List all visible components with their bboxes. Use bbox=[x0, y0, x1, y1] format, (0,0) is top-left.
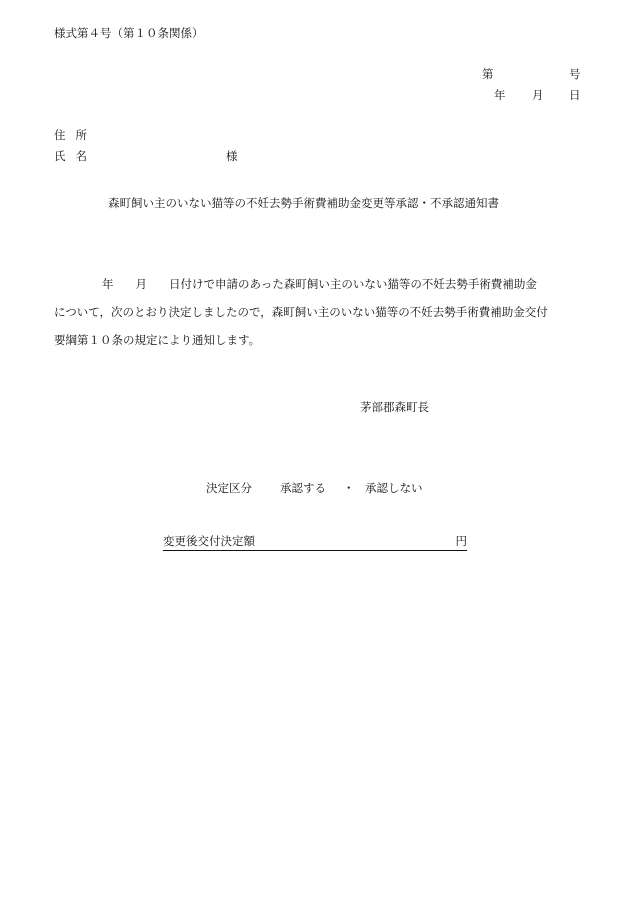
decision-approve-option: 承認する bbox=[280, 481, 326, 495]
body-line-1 bbox=[54, 270, 582, 298]
body-line-3: 要綱第１０条の規定により通知します。 bbox=[54, 333, 261, 347]
document-number-prefix: 第 bbox=[482, 67, 494, 81]
decision-reject-option: 承認しない bbox=[365, 481, 423, 495]
document-title: 森町飼い主のいない猫等の不妊去勢手術費補助金変更等承認・不承認通知書 bbox=[108, 196, 499, 210]
date-month-label: 月 bbox=[532, 88, 544, 102]
body-line-2: について，次のとおり決定しましたので，森町飼い主のいない猫等の不妊去勢手術費補助金交付 bbox=[54, 305, 548, 319]
amount-unit: 円 bbox=[455, 534, 467, 548]
form-number: 様式第４号（第１０条関係） bbox=[54, 26, 204, 40]
date-day-label: 日 bbox=[569, 88, 581, 102]
document-number-suffix: 号 bbox=[569, 67, 581, 81]
body-line-1-rest: 日付けで申請のあった森町飼い主のいない猫等の不妊去勢手術費補助金 bbox=[169, 277, 537, 291]
amount-label: 変更後交付決定額 bbox=[163, 534, 255, 548]
body-year: 年 bbox=[102, 277, 114, 291]
decision-label: 決定区分 bbox=[206, 481, 252, 495]
notice-body bbox=[54, 270, 582, 354]
amount-field bbox=[163, 535, 467, 551]
decision-separator: ・ bbox=[343, 481, 355, 495]
issuer-name: 茅部郡森町長 bbox=[360, 400, 429, 414]
body-month: 月 bbox=[135, 277, 147, 291]
address-label: 住所 bbox=[54, 128, 97, 142]
date-year-label: 年 bbox=[494, 88, 506, 102]
honorific-sama: 様 bbox=[226, 149, 238, 163]
name-label: 氏名 bbox=[54, 149, 97, 163]
